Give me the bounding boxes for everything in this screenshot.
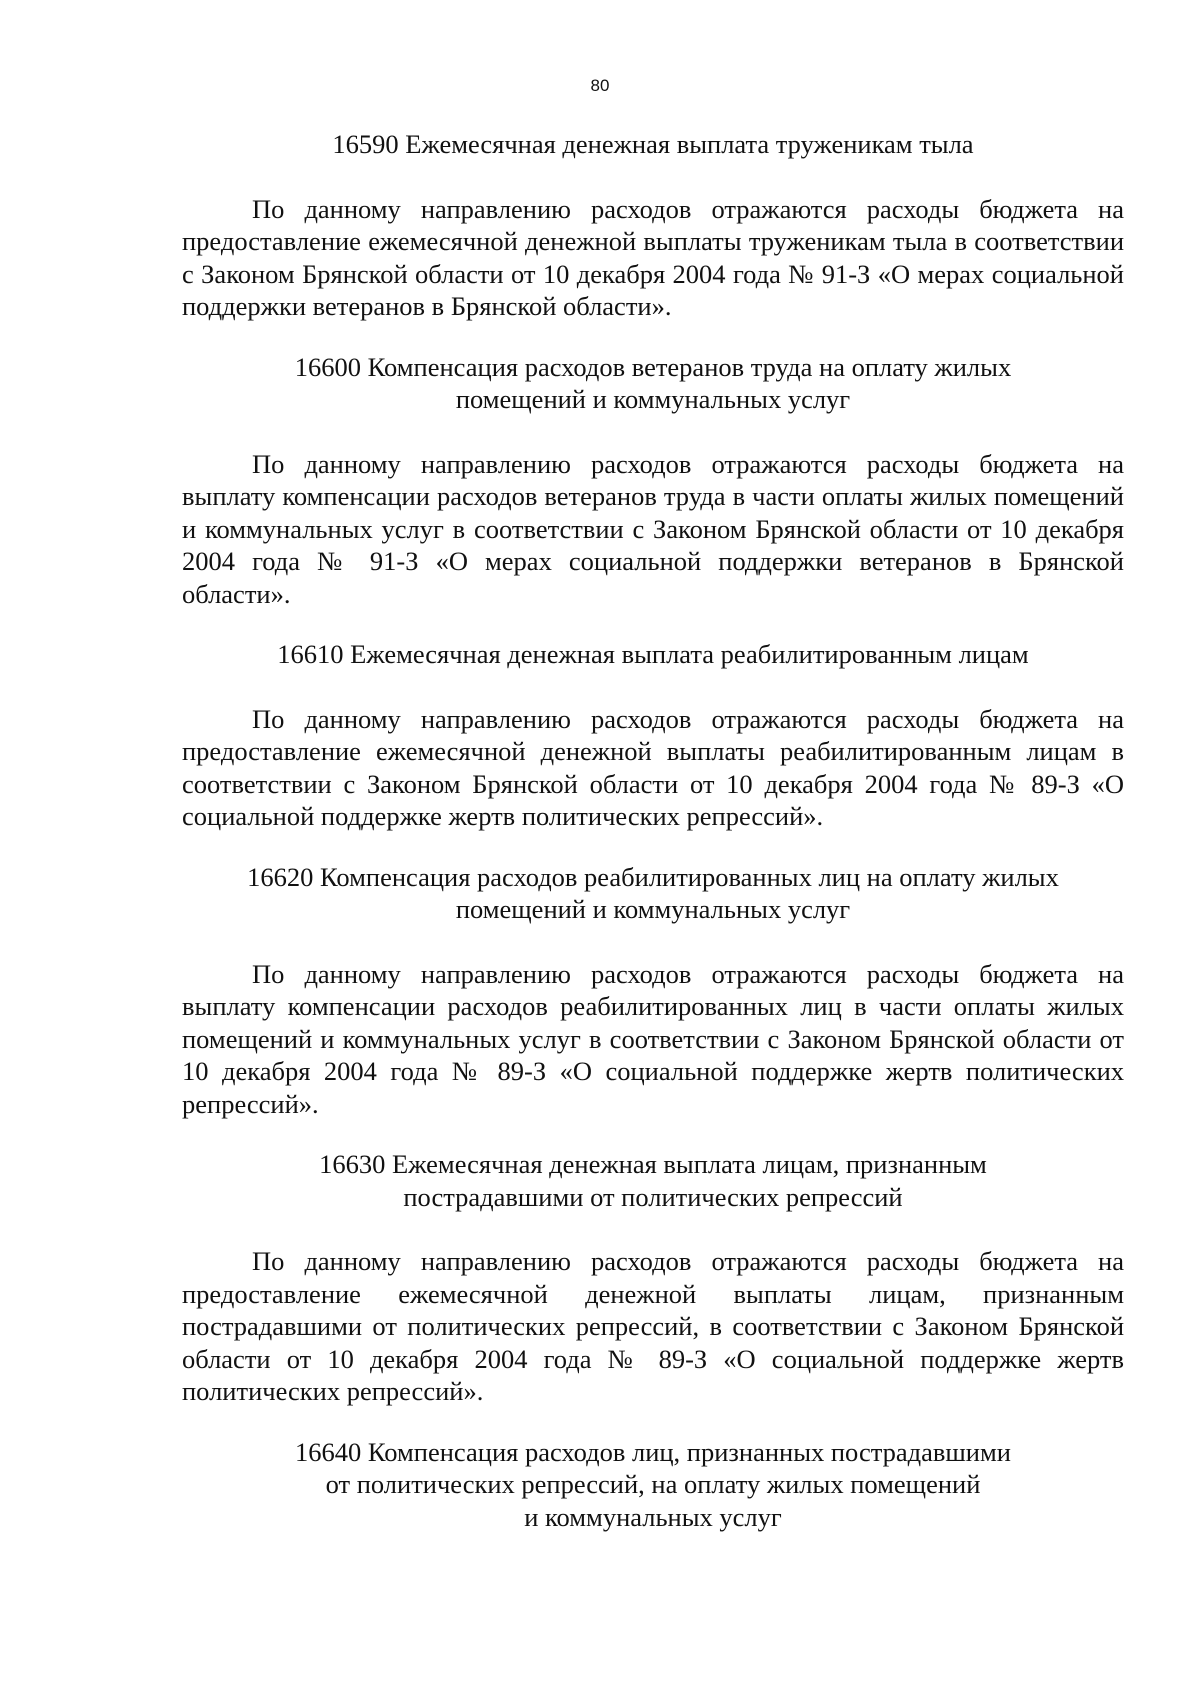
- heading-line: 16640 Компенсация расходов лиц, признанных пострадавшими: [295, 1436, 1011, 1467]
- section-heading-16610: [182, 638, 1124, 671]
- section-paragraph-16620: По данному направлению расходов отражаются расходы бюджета на выплату компенсации расходов реабилитированных лиц в части оплаты жилых помещений и коммунальных услуг в соответствии с Законом Брянской области от 10 декабря 2004 года № 89-З «О социальной поддержке жертв политических репрессий».: [182, 958, 1124, 1119]
- heading-line: пострадавшими от политических репрессий: [403, 1181, 903, 1212]
- section-heading-16600: [182, 351, 1124, 416]
- section-heading-16630: [182, 1148, 1124, 1213]
- heading-line: 16590 Ежемесячная денежная выплата труженикам тыла: [332, 129, 974, 159]
- document-body: [182, 128, 1124, 1533]
- heading-line: 16610 Ежемесячная денежная выплата реабилитированным лицам: [277, 639, 1029, 669]
- section-paragraph-16600: По данному направлению расходов отражаются расходы бюджета на выплату компенсации расходов ветеранов труда в части оплаты жилых помещений и коммунальных услуг в соответствии с Законом Брянской области от 10 декабря 2004 года № 91-З «О мерах социальной поддержки ветеранов в Брянской области».: [182, 448, 1124, 609]
- section-heading-16640: [182, 1436, 1124, 1534]
- heading-line: помещений и коммунальных услуг: [455, 894, 851, 924]
- heading-line: помещений и коммунальных услуг: [455, 384, 851, 414]
- heading-line: и коммунальных услуг: [524, 1501, 782, 1532]
- section-heading-16620: [182, 861, 1124, 926]
- section-paragraph-16590: По данному направлению расходов отражаются расходы бюджета на предоставление ежемесячной денежной выплаты труженикам тыла в соответствии с Законом Брянской области от 10 декабря 2004 года № 91-З «О мерах социальной поддержки ветеранов в Брянской области».: [182, 193, 1124, 321]
- heading-line: от политических репрессий, на оплату жилых помещений: [325, 1469, 981, 1499]
- heading-line: 16600 Компенсация расходов ветеранов труда на оплату жилых: [294, 351, 1012, 382]
- heading-line: 16620 Компенсация расходов реабилитированных лиц на оплату жилых: [247, 861, 1059, 892]
- page-number: 80: [590, 76, 610, 95]
- section-paragraph-16610: По данному направлению расходов отражаются расходы бюджета на предоставление ежемесячной денежной выплаты реабилитированным лицам в соответствии с Законом Брянской области от 10 декабря 2004 года № 89-З «О социальной поддержке жертв политических репрессий».: [182, 703, 1124, 831]
- section-heading-16590: [182, 128, 1124, 161]
- section-paragraph-16630: По данному направлению расходов отражаются расходы бюджета на предоставление ежемесячной денежной выплаты лицам, признанным пострадавшими от политических репрессий, в соответствии с Законом Брянской области от 10 декабря 2004 года № 89-З «О социальной поддержке жертв политических репрессий».: [182, 1246, 1124, 1406]
- heading-line: 16630 Ежемесячная денежная выплата лицам, признанным: [319, 1149, 987, 1179]
